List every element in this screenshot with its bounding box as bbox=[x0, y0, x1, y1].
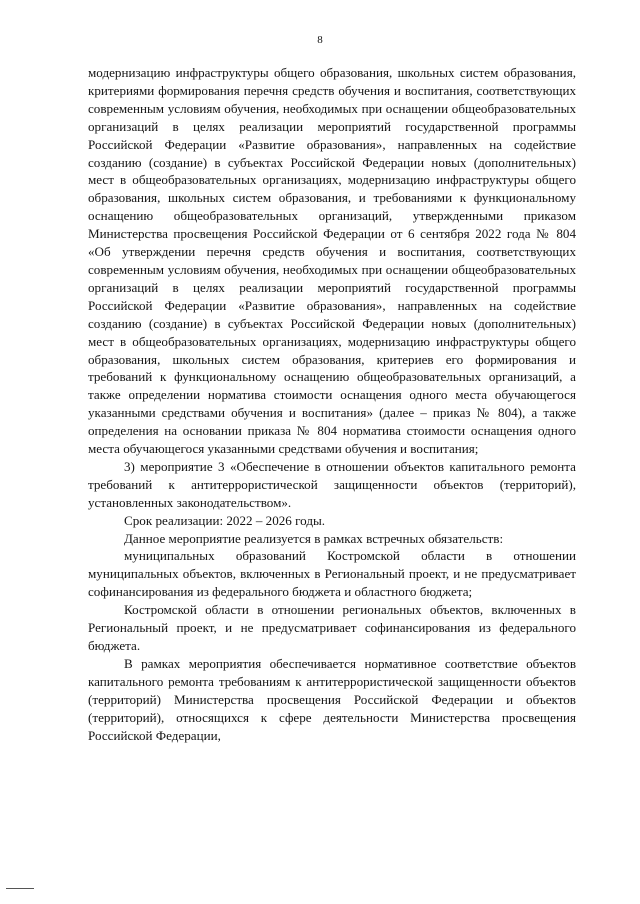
paragraph-compliance-requirements: В рамках мероприятия обеспечивается нормативное соответствие объектов капитального ремонта требованиям к антитеррористической защищенности объектов (территорий) Министерства просвещения Российской Федерации и объектов (территорий), относящихся к сфере деятельности Министерства просвещения Российской Федерации, bbox=[88, 655, 576, 743]
paragraph-measure-3-title: 3) мероприятие 3 «Обеспечение в отношении объектов капитального ремонта требований к антитеррористической защищенности объектов (территорий), установленных законодательством». bbox=[88, 458, 576, 510]
document-body bbox=[88, 64, 576, 744]
paragraph-municipal-obligations: муниципальных образований Костромской области в отношении муниципальных объектов, включенных в Региональный проект, и не предусматривает софинансирования из федерального бюджета и областного бюджета; bbox=[88, 548, 576, 600]
paragraph-implementation-period: Срок реализации: 2022 – 2026 годы. bbox=[124, 512, 326, 528]
page-number: 8 bbox=[317, 34, 323, 46]
paragraph-regional-obligations: Костромской области в отношении региональных объектов, включенных в Региональный проект, и не предусматривает софинансирования из федерального бюджета. bbox=[88, 602, 576, 653]
footer-rule bbox=[6, 888, 34, 889]
paragraph-counter-obligations: Данное мероприятие реализуется в рамках встречных обязательств: bbox=[124, 530, 504, 546]
paragraph-criteria-and-order-804: модернизацию инфраструктуры общего образования, школьных систем образования, критериями формирования перечня средств обучения и воспитания, соответствующих современным условиям обучения, необходимых при оснащении общеобразовательных организаций в целях реализации мероприятий государственной программы Российской Федерации «Развитие образования», направленных на содействие созданию (создание) в субъектах Российской Федерации новых (дополнительных) мест в общеобразовательных организациях, модернизацию инфраструктуры общего образования, школьных систем образования, и требованиями к функциональному оснащению общеобразовательных организаций, утвержденными приказом Министерства просвещения Российской Федерации от 6 сентября 2022 года № 804 «Об утверждении перечня средств обучения и воспитания, соответствующих современным условиям обучения, необходимых при оснащении общеобразовательных организаций в целях реализации мероприятий государственной программы Российской Федерации «Развитие образования», направленных на содействие созданию (создание) в субъектах Российской Федерации новых (дополнительных) мест в общеобразовательных организациях, модернизацию инфраструктуры общего образования, школьных систем образования, критериев его формирования и требований к функциональному оснащению общеобразовательных организаций, а также определении норматива стоимости оснащения одного места обучающегося указанными средствами обучения и воспитания» (далее – приказ № 804), а также определения на основании приказа № 804 норматива стоимости оснащения одного места обучающегося указанными средствами обучения и воспитания; bbox=[88, 65, 576, 457]
